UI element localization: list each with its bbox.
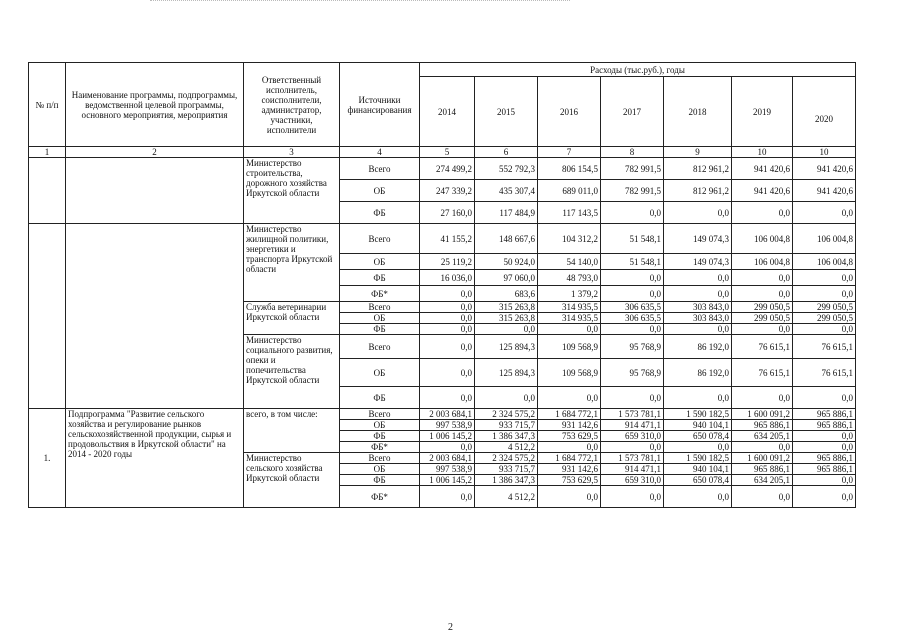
year-cell: 2015 [475,77,538,147]
source-cell: ФБ* [340,286,420,302]
value-cell: 0,0 [601,442,664,453]
responsible-cell: Министерство сельского хозяйства Иркутской области [244,453,340,508]
value-cell: 54 140,0 [538,254,601,270]
value-cell: 940 104,1 [664,420,732,431]
value-cell: 1 684 772,1 [538,409,601,420]
value-cell: 0,0 [732,442,793,453]
index-cell: 4 [340,147,420,158]
page-number: 2 [448,622,453,633]
value-cell: 299 050,5 [732,313,793,324]
value-cell: 806 154,5 [538,158,601,180]
source-cell: Всего [340,302,420,313]
value-cell: 0,0 [538,324,601,335]
value-cell: 0,0 [420,302,475,313]
value-cell: 27 160,0 [420,202,475,224]
value-cell: 965 886,1 [732,420,793,431]
value-cell: 149 074,3 [664,254,732,270]
source-cell: Всего [340,335,420,359]
value-cell: 782 991,5 [601,158,664,180]
value-cell: 0,0 [420,335,475,359]
value-cell: 2 003 684,1 [420,453,475,464]
value-cell: 95 768,9 [601,335,664,359]
source-cell: ОБ [340,313,420,324]
value-cell: 812 961,2 [664,180,732,202]
item-number: 1. [29,409,66,508]
index-cell: 3 [244,147,340,158]
value-cell: 1 600 091,2 [732,453,793,464]
source-cell: Всего [340,158,420,180]
value-cell: 1 590 182,5 [664,409,732,420]
header-responsible: Ответственный исполнитель, соисполнители, администратор, участники, исполнители [244,63,340,147]
value-cell: 106 004,8 [793,224,856,254]
header-expenses: Расходы (тыс.руб.), годы [420,63,856,77]
value-cell: 0,0 [420,486,475,508]
value-cell: 247 339,2 [420,180,475,202]
value-cell: 0,0 [601,270,664,286]
value-cell: 306 635,5 [601,313,664,324]
value-cell: 753 629,5 [538,431,601,442]
value-cell: 931 142,6 [538,464,601,475]
value-cell: 0,0 [732,486,793,508]
index-cell: 10 [793,147,856,158]
year-cell: 2018 [664,77,732,147]
year-cell: 2017 [601,77,664,147]
value-cell: 0,0 [601,286,664,302]
value-cell: 109 568,9 [538,359,601,387]
value-cell: 1 590 182,5 [664,453,732,464]
value-cell: 0,0 [664,442,732,453]
value-cell: 86 192,0 [664,335,732,359]
column-index-row [29,147,856,158]
value-cell: 2 324 575,2 [475,409,538,420]
value-cell: 299 050,5 [793,302,856,313]
value-cell: 940 104,1 [664,464,732,475]
header-name: Наименование программы, подпрограммы, ведомственной целевой программы, основного мероприятия, мероприятия [66,63,244,147]
value-cell: 314 935,5 [538,302,601,313]
source-cell: ФБ [340,431,420,442]
value-cell: 106 004,8 [732,224,793,254]
value-cell: 1 386 347,3 [475,431,538,442]
value-cell: 0,0 [420,387,475,409]
value-cell: 1 573 781,1 [601,453,664,464]
expense-table [28,62,856,508]
value-cell: 86 192,0 [664,359,732,387]
source-cell: ОБ [340,464,420,475]
subprogram-name: Подпрограмма "Развитие сельского хозяйства и регулирование рынков сельскохозяйственной продукции, сырья и продовольствия в Иркутской области" на 2014 - 2020 годы [66,409,244,508]
value-cell: 104 312,2 [538,224,601,254]
value-cell: 41 155,2 [420,224,475,254]
responsible-cell: Служба ветеринарии Иркутской области [244,302,340,335]
responsible-cell: Министерство строительства, дорожного хозяйства Иркутской области [244,158,340,224]
value-cell: 552 792,3 [475,158,538,180]
value-cell: 0,0 [538,442,601,453]
value-cell: 51 548,1 [601,224,664,254]
value-cell: 0,0 [664,270,732,286]
value-cell: 931 142,6 [538,420,601,431]
value-cell: 125 894,3 [475,335,538,359]
value-cell: 149 074,3 [664,224,732,254]
num-cell [29,224,66,409]
value-cell: 0,0 [664,486,732,508]
value-cell: 0,0 [420,359,475,387]
value-cell: 0,0 [538,486,601,508]
value-cell: 0,0 [420,324,475,335]
table-row [29,158,856,180]
value-cell: 76 615,1 [793,335,856,359]
table-row [29,409,856,420]
value-cell: 0,0 [475,324,538,335]
value-cell: 303 843,0 [664,313,732,324]
year-cell: 2019 [732,77,793,147]
value-cell: 76 615,1 [732,335,793,359]
value-cell: 933 715,7 [475,420,538,431]
value-cell: 0,0 [793,387,856,409]
value-cell: 25 119,2 [420,254,475,270]
value-cell: 0,0 [793,431,856,442]
value-cell: 1 006 145,2 [420,475,475,486]
value-cell: 914 471,1 [601,464,664,475]
value-cell: 941 420,6 [793,158,856,180]
value-cell: 16 036,0 [420,270,475,286]
source-cell: Всего [340,224,420,254]
value-cell: 941 420,6 [793,180,856,202]
value-cell: 0,0 [732,202,793,224]
source-cell: Всего [340,453,420,464]
value-cell: 965 886,1 [732,464,793,475]
value-cell: 117 484,9 [475,202,538,224]
name-cell [66,158,244,224]
value-cell: 306 635,5 [601,302,664,313]
index-cell: 10 [732,147,793,158]
index-cell: 8 [601,147,664,158]
value-cell: 1 573 781,1 [601,409,664,420]
year-cell: 2014 [420,77,475,147]
value-cell: 0,0 [793,442,856,453]
value-cell: 0,0 [793,202,856,224]
value-cell: 0,0 [793,475,856,486]
value-cell: 2 003 684,1 [420,409,475,420]
value-cell: 106 004,8 [732,254,793,270]
value-cell: 0,0 [601,387,664,409]
value-cell: 48 793,0 [538,270,601,286]
value-cell: 753 629,5 [538,475,601,486]
value-cell: 0,0 [793,286,856,302]
value-cell: 0,0 [420,286,475,302]
value-cell: 0,0 [664,324,732,335]
source-cell: ОБ [340,359,420,387]
value-cell: 76 615,1 [732,359,793,387]
value-cell: 0,0 [732,270,793,286]
value-cell: 689 011,0 [538,180,601,202]
name-cell [66,224,244,409]
value-cell: 0,0 [732,324,793,335]
value-cell: 106 004,8 [793,254,856,270]
value-cell: 0,0 [793,324,856,335]
value-cell: 0,0 [601,324,664,335]
value-cell: 0,0 [601,486,664,508]
value-cell: 303 843,0 [664,302,732,313]
value-cell: 683,6 [475,286,538,302]
header-num: № п/п [29,63,66,147]
source-cell: ФБ* [340,442,420,453]
value-cell: 0,0 [475,387,538,409]
source-cell: ФБ [340,202,420,224]
responsible-cell: Министерство жилищной политики, энергетики и транспорта Иркутской области [244,224,340,302]
value-cell: 965 886,1 [793,453,856,464]
source-cell: ФБ [340,270,420,286]
value-cell: 914 471,1 [601,420,664,431]
index-cell: 9 [664,147,732,158]
value-cell: 650 078,4 [664,431,732,442]
year-cell: 2020 [793,77,856,147]
value-cell: 659 310,0 [601,475,664,486]
value-cell: 4 512,2 [475,442,538,453]
value-cell: 117 143,5 [538,202,601,224]
value-cell: 941 420,6 [732,180,793,202]
value-cell: 0,0 [732,286,793,302]
responsible-cell: всего, в том числе: [244,409,340,453]
value-cell: 0,0 [664,286,732,302]
value-cell: 650 078,4 [664,475,732,486]
value-cell: 76 615,1 [793,359,856,387]
value-cell: 109 568,9 [538,335,601,359]
value-cell: 1 600 091,2 [732,409,793,420]
source-cell: ОБ [340,254,420,270]
value-cell: 435 307,4 [475,180,538,202]
value-cell: 782 991,5 [601,180,664,202]
value-cell: 997 538,9 [420,420,475,431]
index-cell: 5 [420,147,475,158]
source-cell: ОБ [340,420,420,431]
value-cell: 125 894,3 [475,359,538,387]
value-cell: 95 768,9 [601,359,664,387]
value-cell: 314 935,5 [538,313,601,324]
responsible-cell: Министерство социального развития, опеки и попечительства Иркутской области [244,335,340,409]
value-cell: 965 886,1 [793,409,856,420]
num-cell [29,158,66,224]
value-cell: 148 667,6 [475,224,538,254]
value-cell: 299 050,5 [793,313,856,324]
value-cell: 1 006 145,2 [420,431,475,442]
source-cell: ФБ [340,324,420,335]
value-cell: 0,0 [538,387,601,409]
value-cell: 1 379,2 [538,286,601,302]
value-cell: 274 499,2 [420,158,475,180]
value-cell: 0,0 [420,313,475,324]
value-cell: 0,0 [793,486,856,508]
value-cell: 51 548,1 [601,254,664,270]
value-cell: 933 715,7 [475,464,538,475]
value-cell: 1 684 772,1 [538,453,601,464]
table-row [29,224,856,254]
index-cell: 2 [66,147,244,158]
source-cell: ОБ [340,180,420,202]
value-cell: 50 924,0 [475,254,538,270]
value-cell: 965 886,1 [793,464,856,475]
value-cell: 634 205,1 [732,475,793,486]
value-cell: 0,0 [793,270,856,286]
year-cell: 2016 [538,77,601,147]
value-cell: 315 263,8 [475,313,538,324]
index-cell: 7 [538,147,601,158]
index-cell: 1 [29,147,66,158]
value-cell: 0,0 [601,202,664,224]
source-cell: ФБ [340,475,420,486]
scan-artifact-line [150,0,570,4]
index-cell: 6 [475,147,538,158]
value-cell: 4 512,2 [475,486,538,508]
source-cell: Всего [340,409,420,420]
source-cell: ФБ [340,387,420,409]
value-cell: 659 310,0 [601,431,664,442]
value-cell: 965 886,1 [793,420,856,431]
value-cell: 315 263,8 [475,302,538,313]
header-source: Источники финансирования [340,63,420,147]
value-cell: 0,0 [732,387,793,409]
value-cell: 1 386 347,3 [475,475,538,486]
value-cell: 997 538,9 [420,464,475,475]
value-cell: 299 050,5 [732,302,793,313]
value-cell: 812 961,2 [664,158,732,180]
value-cell: 634 205,1 [732,431,793,442]
source-cell: ФБ* [340,486,420,508]
value-cell: 97 060,0 [475,270,538,286]
value-cell: 2 324 575,2 [475,453,538,464]
value-cell: 941 420,6 [732,158,793,180]
value-cell: 0,0 [420,442,475,453]
value-cell: 0,0 [664,387,732,409]
value-cell: 0,0 [664,202,732,224]
